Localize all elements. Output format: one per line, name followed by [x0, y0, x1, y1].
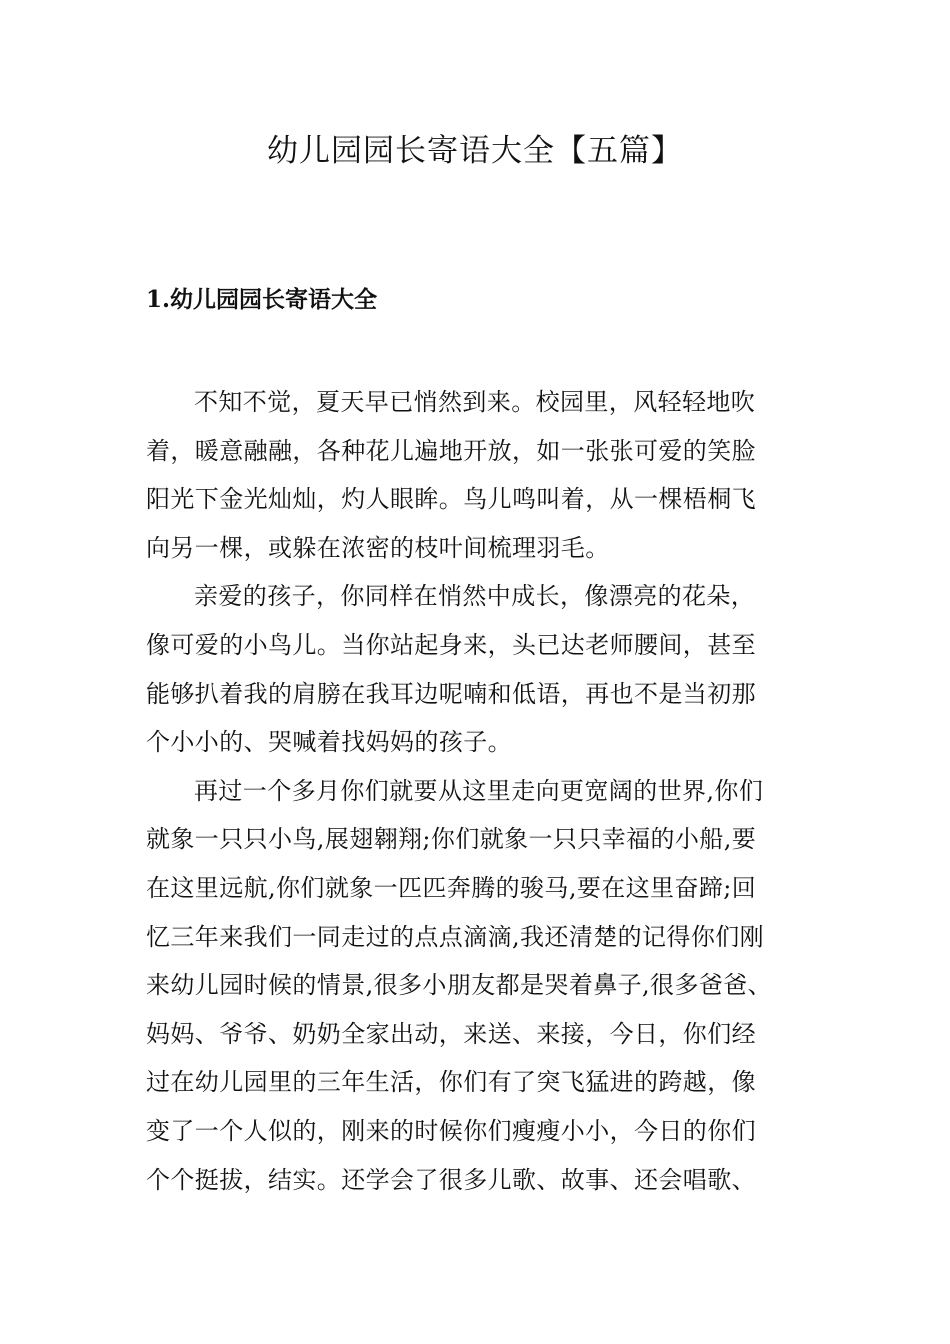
text-line: 亲爱的孩子，你同样在悄然中成长，像漂亮的花朵，	[194, 582, 756, 611]
text-line: 阳光下金光灿灿，灼人眼眸。鸟儿鸣叫着，从一棵梧桐飞	[146, 485, 756, 514]
body-text	[146, 378, 816, 1204]
text-line: 变了一个人似的，刚来的时候你们瘦瘦小小，今日的你们	[146, 1116, 756, 1145]
paragraph-3	[146, 767, 816, 1204]
text-line: 妈妈、爷爷、奶奶全家出动，来送、来接，今日，你们经	[146, 1019, 756, 1048]
paragraph-1	[146, 378, 816, 572]
paragraph-2	[146, 572, 816, 766]
text-line: 忆三年来我们一同走过的点点滴滴,我还清楚的记得你们刚	[146, 922, 765, 951]
document-title: 幼儿园园长寄语大全【五篇】	[267, 133, 683, 169]
section-heading: 1.幼儿园园长寄语大全	[146, 286, 378, 313]
text-line: 在这里远航,你们就象一匹匹奔腾的骏马,要在这里奋蹄;回	[146, 873, 757, 902]
text-line: 不知不觉，夏天早已悄然到来。校园里，风轻轻地吹	[194, 388, 756, 416]
text-line: 向另一棵，或躲在浓密的枝叶间梳理羽毛。	[146, 533, 610, 562]
text-line: 过在幼儿园里的三年生活，你们有了突飞猛进的跨越，像	[146, 1068, 756, 1097]
text-line: 个小小的、哭喊着找妈妈的孩子。	[146, 728, 512, 757]
text-line: 个个挺拔，结实。还学会了很多儿歌、故事、还会唱歌、	[146, 1165, 756, 1194]
text-line: 着，暖意融融，各种花儿遍地开放，如一张张可爱的笑脸	[146, 436, 756, 465]
text-line: 能够扒着我的肩膀在我耳边呢喃和低语，再也不是当初那	[146, 679, 756, 708]
text-line: 来幼儿园时候的情景,很多小朋友都是哭着鼻子,很多爸爸、	[146, 971, 773, 1000]
text-line: 就象一只只小鸟,展翅翱翔;你们就象一只只幸福的小船,要	[146, 825, 757, 854]
text-line: 再过一个多月你们就要从这里走向更宽阔的世界,你们	[194, 776, 764, 805]
text-line: 像可爱的小鸟儿。当你站起身来，头已达老师腰间，甚至	[146, 630, 756, 659]
